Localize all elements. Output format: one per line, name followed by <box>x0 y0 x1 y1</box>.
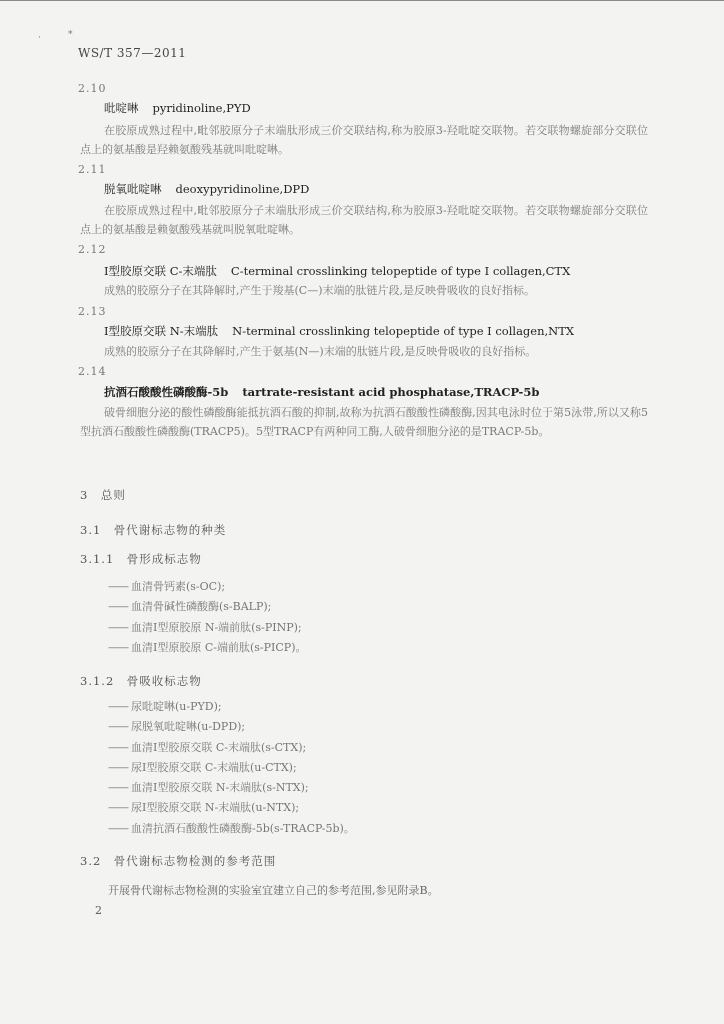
list-item: —— 血清骨钙素(s-OC); <box>108 577 306 597</box>
standard-number: WS/T 357—2011 <box>78 46 187 60</box>
term-cn: 脱氧吡啶啉 <box>104 182 162 196</box>
definition-text: 在胶原成熟过程中,毗邻胶原分子末端肽形成三价交联结构,称为胶原3-羟吡啶交联物。若交联物螺旋部分交联位点上的氨基酸是羟赖氨酸残基就叫吡啶啉。 <box>80 124 648 156</box>
subsection-heading: 3.1.1 骨形成标志物 <box>80 552 202 566</box>
term-en: tartrate-resistant acid phosphatase,TRACP-5b <box>242 385 540 399</box>
term-cn: Ⅰ型胶原交联 N-末端肽 <box>104 324 219 338</box>
term-line <box>104 100 251 116</box>
list-item: —— 尿Ⅰ型胶原交联 N-末端肽(u-NTX); <box>108 798 355 818</box>
list-item: —— 血清Ⅰ型胶原交联 N-末端肽(s-NTX); <box>108 778 355 798</box>
list-item: —— 血清Ⅰ型原胶原 C-端前肽(s-PICP)。 <box>108 638 306 658</box>
top-border <box>0 0 724 1</box>
term-cn: 抗酒石酸酸性磷酸酶-5b <box>104 385 229 399</box>
subsection-heading: 3.1.2 骨吸收标志物 <box>80 674 202 688</box>
term-cn: 吡啶啉 <box>104 101 139 115</box>
term-en: C-terminal crosslinking telopeptide of type Ⅰ collagen,CTX <box>230 264 571 278</box>
list-item: —— 血清抗酒石酸酸性磷酸酶-5b(s-TRACP-5b)。 <box>108 819 355 839</box>
list-item: —— 尿吡啶啉(u-PYD); <box>108 697 355 717</box>
definition-text: 成熟的胶原分子在其降解时,产生于羧基(C—)末端的肽链片段,是反映骨吸收的良好指标。 <box>104 284 535 297</box>
definition-text: 破骨细胞分泌的酸性磷酸酶能抵抗酒石酸的抑制,故称为抗酒石酸酸性磷酸酶,因其电泳时位于第5泳带,所以又称5型抗酒石酸酸性磷酸酶(TRACP5)。5型TRACP有两种同工酶,人破骨细胞分泌的是TRACP-5b。 <box>80 406 648 438</box>
scan-mark-left: · <box>38 33 41 43</box>
formation-marker-list <box>108 577 306 658</box>
clause-number: 2.14 <box>78 365 107 378</box>
clause-number: 2.12 <box>78 243 107 256</box>
subsection-heading: 3.1 骨代谢标志物的种类 <box>80 523 227 537</box>
subsection-heading: 3.2 骨代谢标志物检测的参考范围 <box>80 854 277 868</box>
term-en: pyridinoline,PYD <box>152 101 251 115</box>
clause-number: 2.10 <box>78 82 107 95</box>
term-line <box>104 181 309 197</box>
definition-text: 在胶原成熟过程中,毗邻胶原分子末端肽形成三价交联结构,称为胶原3-羟吡啶交联物。若交联物螺旋部分交联位点上的氨基酸是赖氨酸残基就叫脱氧吡啶啉。 <box>80 204 648 236</box>
term-en: N-terminal crosslinking telopeptide of type Ⅰ collagen,NTX <box>232 324 575 338</box>
section-text: 开展骨代谢标志物检测的实验室宜建立自己的参考范围,参见附录B。 <box>108 884 439 897</box>
list-item: —— 血清Ⅰ型原胶原 N-端前肽(s-PINP); <box>108 618 306 638</box>
header-mark: * <box>68 30 73 40</box>
term-line <box>104 323 574 339</box>
clause-number: 2.11 <box>78 163 107 176</box>
list-item: —— 血清骨碱性磷酸酶(s-BALP); <box>108 597 306 617</box>
list-item: —— 尿脱氧吡啶啉(u-DPD); <box>108 717 355 737</box>
resorption-marker-list <box>108 697 355 839</box>
term-en: deoxypyridinoline,DPD <box>175 182 310 196</box>
definition-text: 成熟的胶原分子在其降解时,产生于氨基(N—)末端的肽链片段,是反映骨吸收的良好指标。 <box>104 345 537 358</box>
term-cn: Ⅰ型胶原交联 C-末端肽 <box>104 264 217 278</box>
list-item: —— 尿Ⅰ型胶原交联 C-末端肽(u-CTX); <box>108 758 355 778</box>
term-line <box>104 384 539 400</box>
clause-number: 2.13 <box>78 305 107 318</box>
section-heading: 3 总则 <box>80 488 126 502</box>
term-line <box>104 263 570 279</box>
list-item: —— 血清Ⅰ型胶原交联 C-末端肽(s-CTX); <box>108 738 355 758</box>
page-number: 2 <box>95 904 102 917</box>
